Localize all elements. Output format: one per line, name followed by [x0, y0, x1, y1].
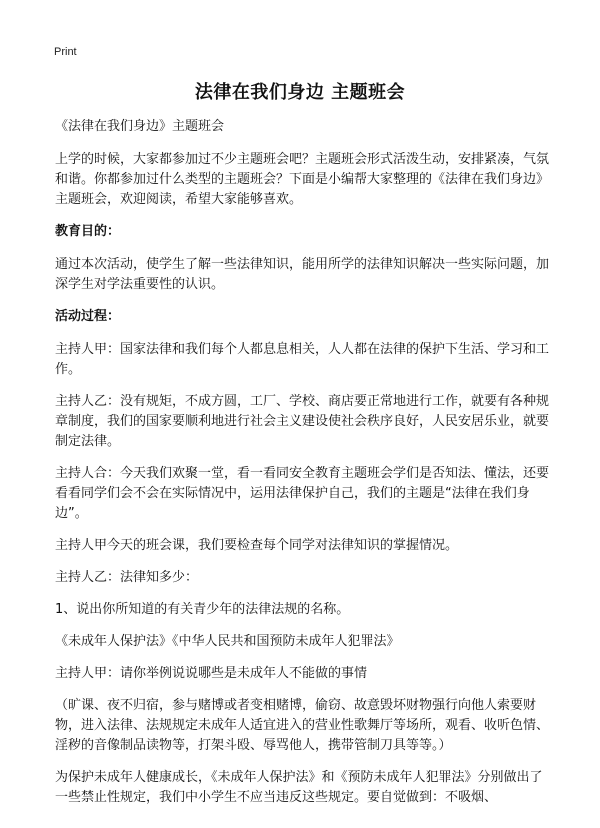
intro-paragraph: 上学的时候，大家都参加过不少主题班会吧？主题班会形式活泼生动，安排紧凑，气氛和谐。你都参加过什么类型的主题班会？下面是小编帮大家整理的《法律在我们身边》主题班会，欢迎阅读，希望大家能够喜欢。 [55, 152, 550, 207]
document-body [55, 117, 555, 820]
dialogue-paragraph: 主持人合：今天我们欢聚一堂，看一看同安全教育主题班会学们是否知法、懂法，还要看看同学们会不会在实际情况中，运用法律保护自己，我们的主题是“法律在我们身边”。 [55, 466, 550, 521]
dialogue-paragraph: 主持人甲今天的班会课，我们要检查每个同学对法律知识的掌握情况。 [55, 538, 459, 553]
question-paragraph: 1、说出你所知道的有关青少年的法律法规的名称。 [55, 602, 350, 617]
law-names-paragraph: 《未成年人保护法》《中华人民共和国预防未成年人犯罪法》 [55, 634, 400, 649]
purpose-paragraph: 通过本次活动，使学生了解一些法律知识，能用所学的法律知识解决一些实际问题，加深学生对学法重要性的认识。 [55, 257, 550, 292]
dialogue-paragraph: 主持人乙：法律知多少： [55, 570, 199, 585]
section-heading-process: 活动过程： [55, 309, 121, 324]
section-heading-purpose: 教育目的： [55, 224, 121, 239]
print-link[interactable]: Print [54, 46, 77, 58]
document-subtitle: 《法律在我们身边》主题班会 [55, 119, 225, 134]
dialogue-paragraph: 主持人甲：请你举例说说哪些是未成年人不能做的事情 [55, 666, 368, 681]
examples-paragraph: （旷课、夜不归宿，参与赌博或者变相赌博，偷窃、故意毁坏财物强行向他人索要财物，进入法律、法规规定未成年人适宜进入的营业性歌舞厅等场所，观看、收听色情、淫秽的音像制品读物等，打架斗殴、辱骂他人，携带管制刀具等等。） [55, 698, 550, 753]
dialogue-paragraph: 主持人乙：没有规矩，不成方圆，工厂、学校、商店要正常地进行工作，就要有各种规章制度，我们的国家要顺利地进行社会主义建设使社会秩序良好，人民安居乐业，就要制定法律。 [55, 394, 550, 449]
page-title: 法律在我们身边 主题班会 [194, 82, 406, 103]
conclusion-paragraph: 为保护未成年人健康成长，《未成年人保护法》和《预防未成年人犯罪法》分别做出了一些禁止性规定，我们中小学生不应当违反这些规定。要自觉做到：不吸烟、 [55, 770, 543, 805]
dialogue-paragraph: 主持人甲：国家法律和我们每个人都息息相关，人人都在法律的保护下生活、学习和工作。 [55, 342, 550, 377]
